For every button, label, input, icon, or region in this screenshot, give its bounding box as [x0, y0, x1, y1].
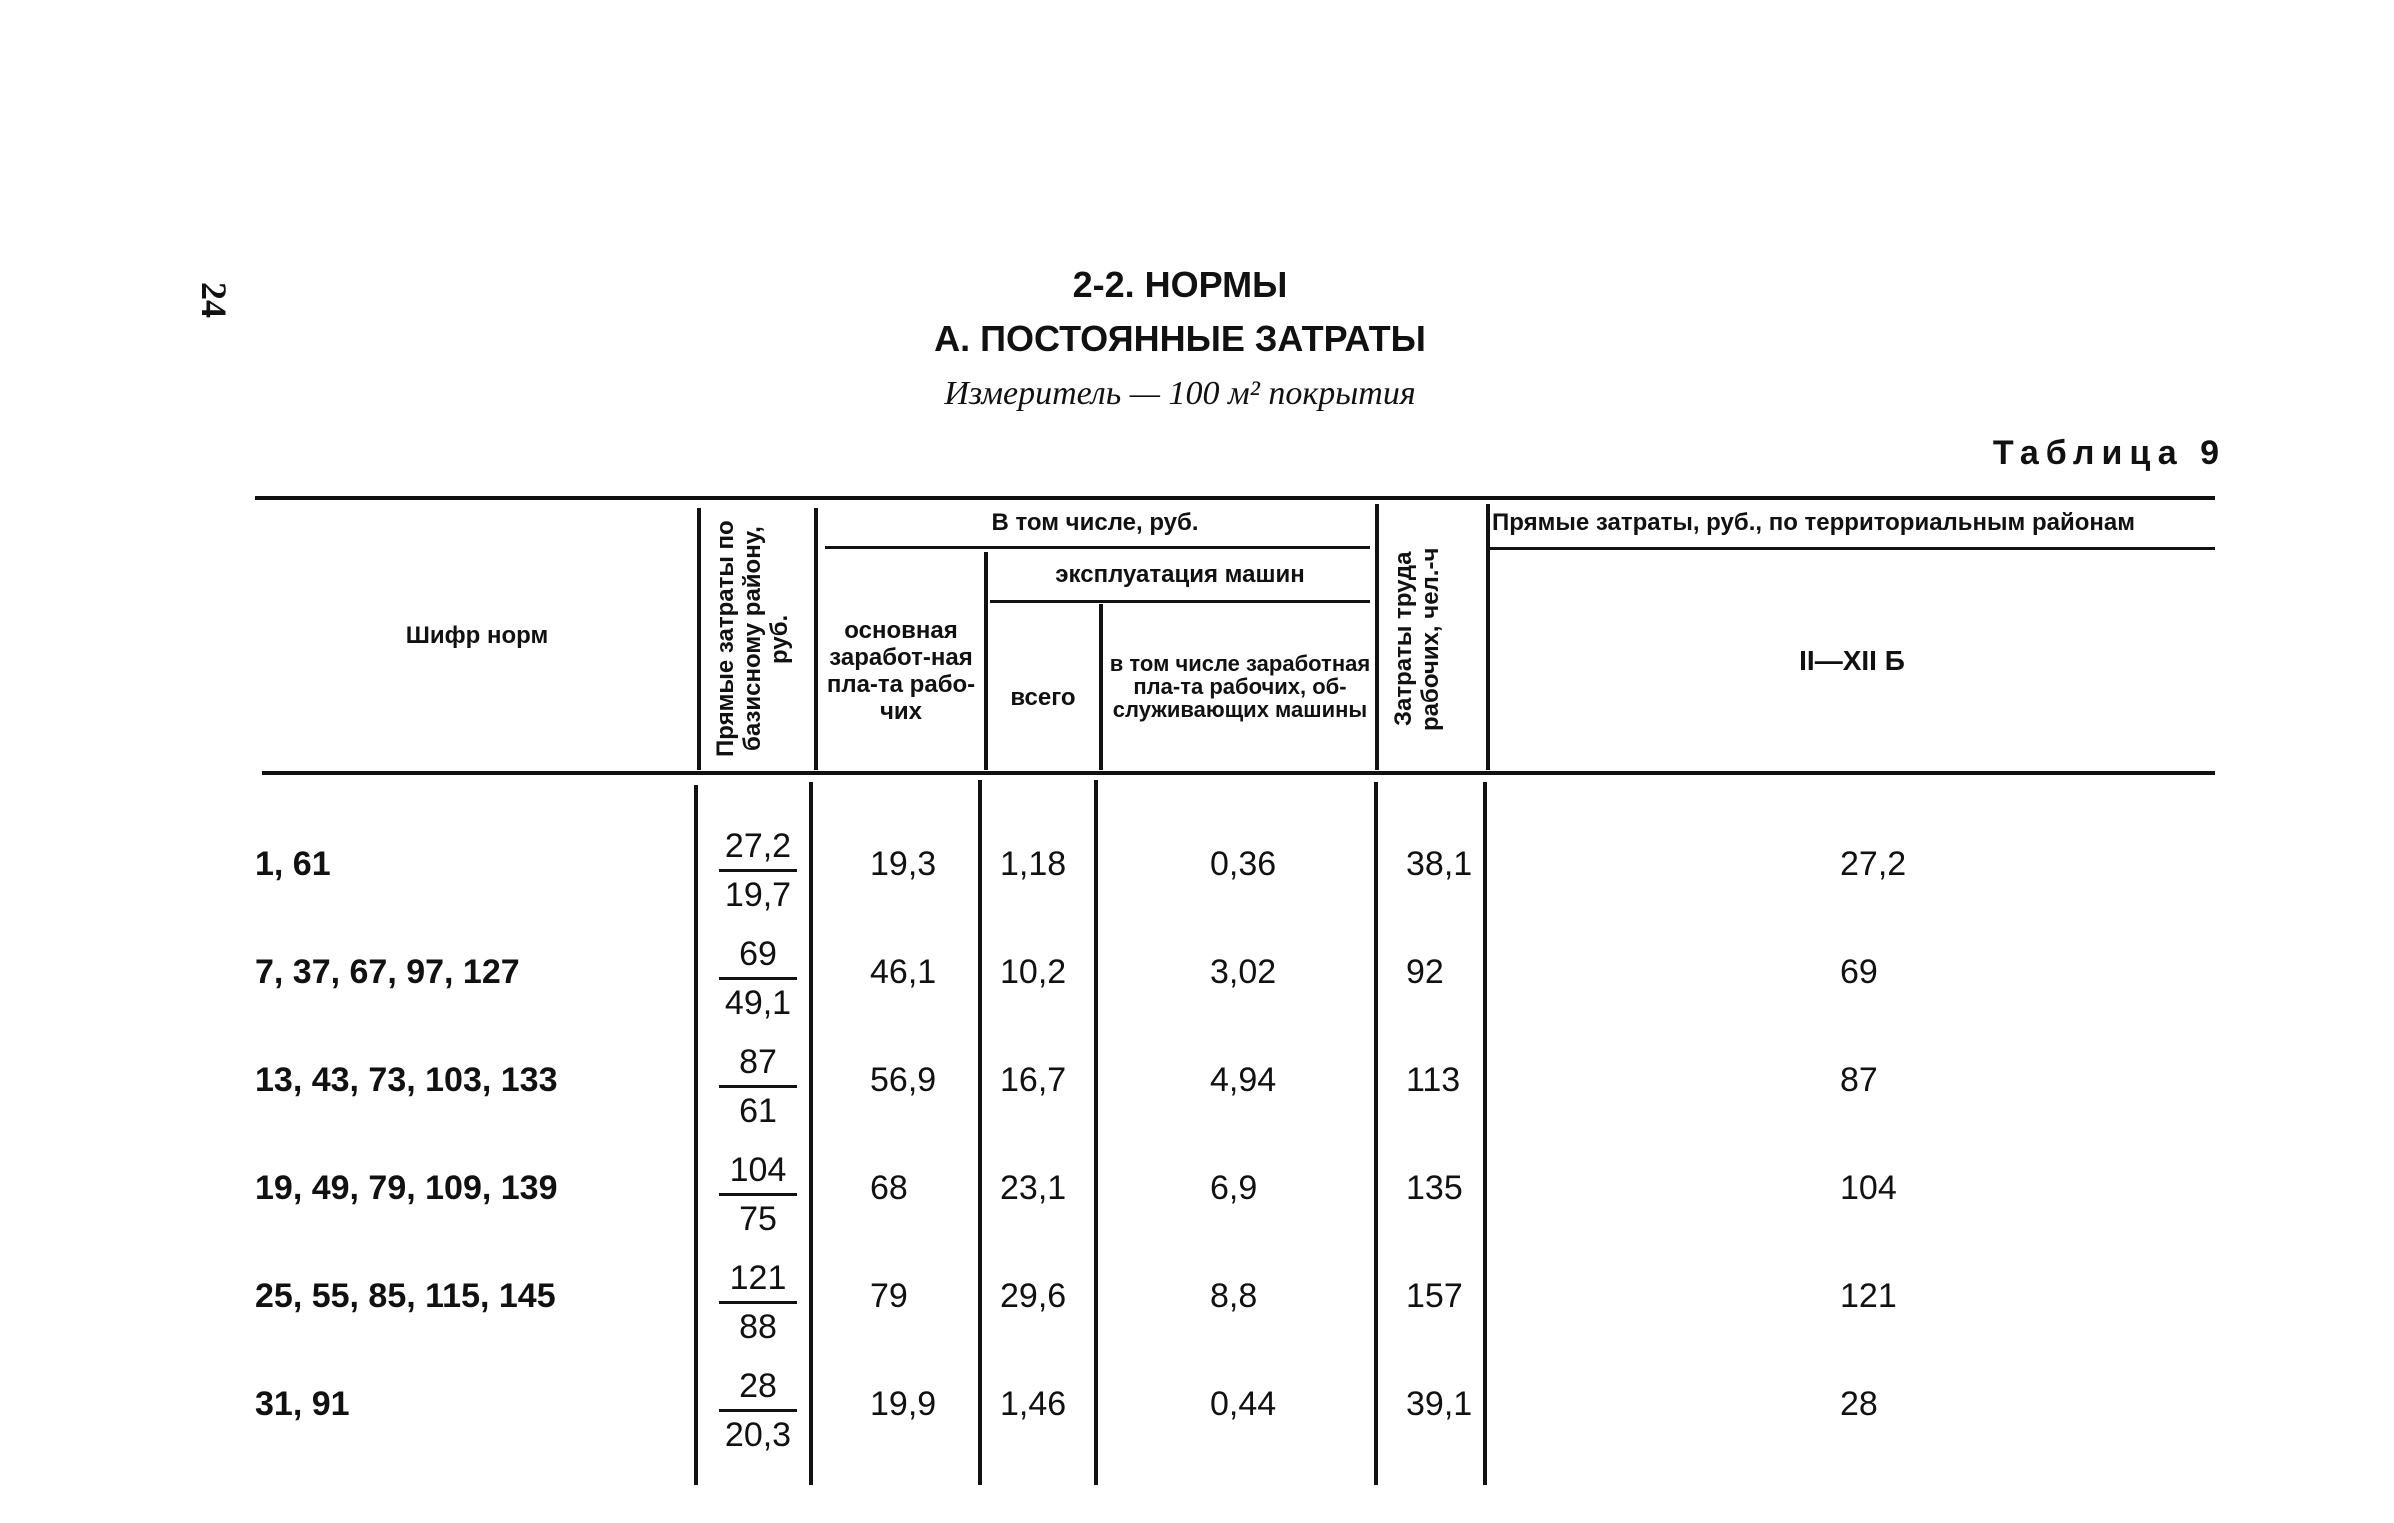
machine-wage-value: 0,36 — [1210, 845, 1277, 883]
body-divider — [1483, 782, 1487, 1485]
labor-value: 92 — [1406, 953, 1444, 991]
direct-cost-numerator: 28 — [739, 1367, 777, 1405]
page-number: 24 — [194, 282, 234, 318]
row-code: 1, 61 — [255, 845, 331, 883]
machine-wage-value: 3,02 — [1210, 953, 1277, 991]
direct-cost-fraction — [713, 1039, 803, 1134]
table-label: Таблица 9 — [1992, 434, 2226, 472]
direct-cost-denominator: 75 — [739, 1200, 777, 1238]
machine-wage-value: 4,94 — [1210, 1061, 1277, 1099]
direct-cost-numerator: 27,2 — [724, 827, 792, 865]
page-title: А. ПОСТОЯННЫЕ ЗАТРАТЫ — [934, 318, 1426, 359]
header-machine-incl-wage: в том числе заработная пла-та рабочих, об-служивающих машины — [1109, 650, 1371, 722]
machine-total-value: 23,1 — [1000, 1169, 1067, 1207]
header-region: II—XII Б — [1799, 644, 1905, 676]
machine-wage-value: 6,9 — [1210, 1169, 1258, 1207]
direct-cost-denominator: 61 — [739, 1092, 777, 1130]
row-code: 19, 49, 79, 109, 139 — [255, 1169, 558, 1207]
machine-total-value: 1,46 — [1000, 1385, 1067, 1423]
region-value: 104 — [1840, 1169, 1897, 1207]
header-labor: Затраты труда рабочих, чел.-ч — [1390, 547, 1444, 731]
header-machine-operation: эксплуатация машин — [1055, 560, 1305, 588]
machine-total-value: 1,18 — [1000, 845, 1067, 883]
row-code: 7, 37, 67, 97, 127 — [255, 953, 520, 991]
row-code: 31, 91 — [255, 1385, 350, 1423]
direct-cost-denominator: 19,7 — [724, 876, 792, 914]
direct-cost-fraction — [713, 1147, 803, 1242]
base-wage-value: 46,1 — [870, 953, 937, 991]
row-code: 13, 43, 73, 103, 133 — [255, 1061, 558, 1099]
machines-rule — [990, 600, 1370, 603]
header-divider — [984, 552, 988, 770]
header-divider — [1375, 504, 1379, 770]
header-direct-costs-base: Прямые затраты по базисному району, руб. — [712, 520, 793, 758]
header-regional: Прямые затраты, руб., по территориальным районам — [1492, 508, 2135, 536]
region-value: 87 — [1840, 1061, 1878, 1099]
machine-wage-value: 8,8 — [1210, 1277, 1258, 1315]
body-divider — [694, 785, 698, 1485]
section-heading: 2-2. НОРМЫ — [1072, 264, 1288, 305]
body-divider — [1094, 780, 1098, 1485]
labor-value: 113 — [1406, 1061, 1461, 1099]
direct-cost-denominator: 88 — [739, 1308, 777, 1346]
direct-cost-numerator: 104 — [729, 1151, 787, 1189]
header-machine-total: всего — [1010, 683, 1076, 711]
body-divider — [1374, 782, 1378, 1485]
header-including: В том числе, руб. — [991, 508, 1199, 536]
body-divider — [809, 782, 813, 1485]
region-value: 27,2 — [1840, 845, 1907, 883]
base-wage-value: 56,9 — [870, 1061, 937, 1099]
direct-cost-fraction — [713, 1363, 803, 1458]
direct-cost-fraction — [713, 1255, 803, 1350]
labor-value: 38,1 — [1406, 845, 1473, 883]
machine-total-value: 10,2 — [1000, 953, 1067, 991]
machine-wage-value: 0,44 — [1210, 1385, 1277, 1423]
machine-total-value: 16,7 — [1000, 1061, 1067, 1099]
region-value: 121 — [1840, 1277, 1897, 1315]
direct-cost-fraction — [713, 823, 803, 918]
direct-cost-numerator: 69 — [739, 935, 777, 973]
direct-cost-denominator: 49,1 — [724, 984, 792, 1022]
header-divider — [1486, 504, 1490, 770]
direct-cost-fraction — [713, 931, 803, 1026]
row-code: 25, 55, 85, 115, 145 — [255, 1277, 556, 1315]
direct-cost-numerator: 121 — [729, 1259, 787, 1297]
labor-value: 135 — [1406, 1169, 1463, 1207]
regional-rule — [1490, 547, 2215, 550]
machine-total-value: 29,6 — [1000, 1277, 1067, 1315]
header-code: Шифр норм — [405, 621, 549, 649]
header-divider — [1099, 604, 1103, 770]
header-divider — [697, 508, 701, 770]
body-divider — [978, 780, 982, 1485]
labor-value: 39,1 — [1406, 1385, 1473, 1423]
unit-caption: Измеритель — 100 м² покрытия — [944, 375, 1416, 412]
base-wage-value: 19,9 — [870, 1385, 937, 1423]
header-base-wage: основная заработ-ная пла-та рабо-чих — [826, 617, 976, 725]
region-value: 69 — [1840, 953, 1878, 991]
header-bottom-rule — [262, 771, 2215, 775]
header-divider — [814, 508, 818, 770]
including-rule — [825, 546, 1370, 549]
labor-value: 157 — [1406, 1277, 1463, 1315]
direct-cost-denominator: 20,3 — [724, 1416, 792, 1454]
base-wage-value: 19,3 — [870, 845, 937, 883]
direct-cost-numerator: 87 — [739, 1043, 777, 1081]
region-value: 28 — [1840, 1385, 1878, 1423]
base-wage-value: 68 — [870, 1169, 908, 1207]
base-wage-value: 79 — [870, 1277, 908, 1315]
